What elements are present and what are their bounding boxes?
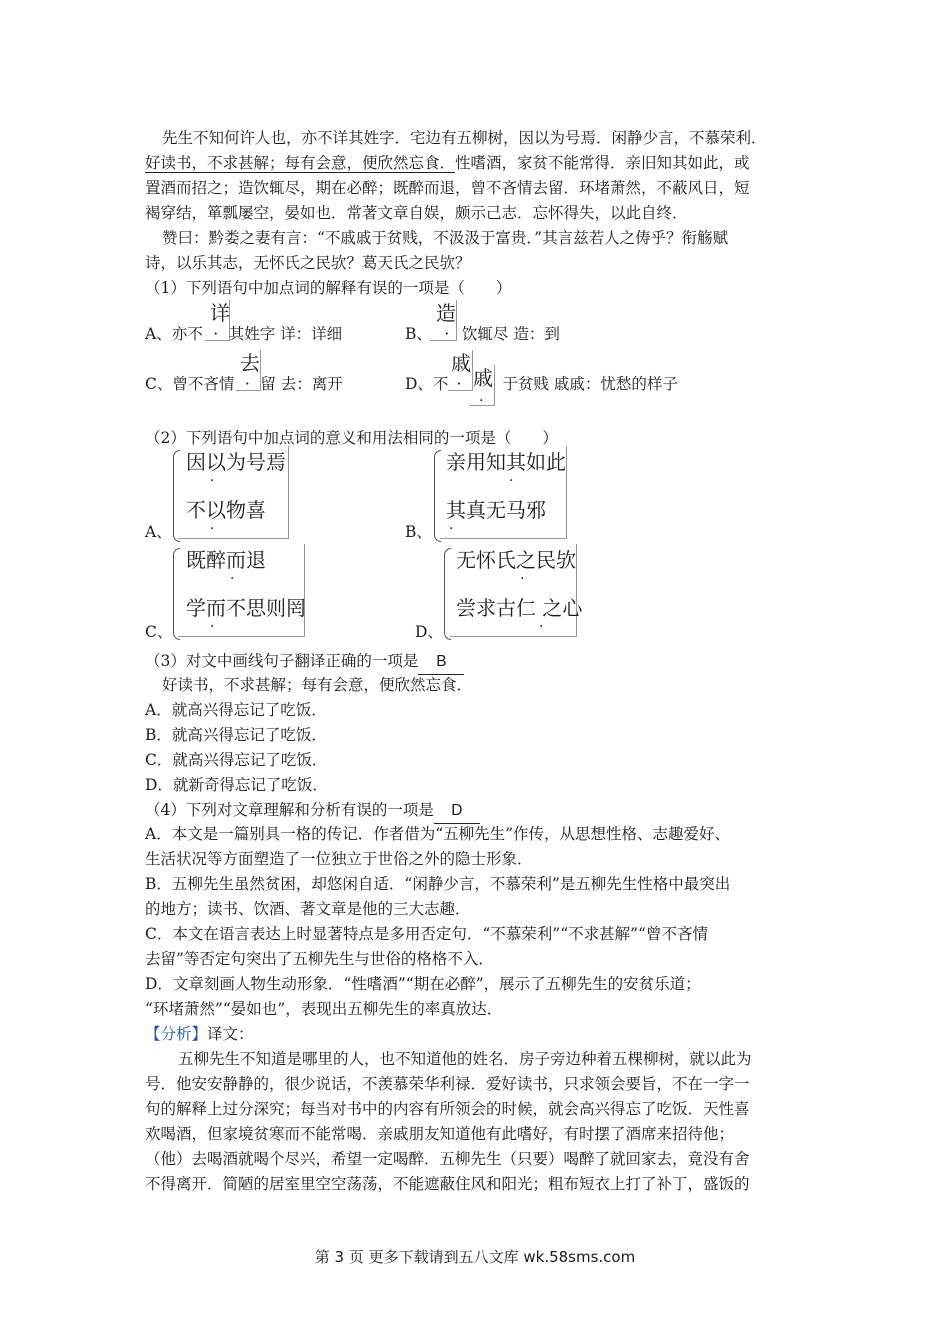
emphasis-dot: · [210,473,215,489]
option-d-label: D、 [415,623,443,641]
option-c-cont: 去留”等否定句突出了五柳先生与世俗的格格不入． [145,950,494,968]
emphasis-dot: · [479,393,484,409]
option-d: D．就新奇得忘记了吃饭． [145,776,328,794]
option-b: B、 · 饮辄尽 造：到 [405,325,560,343]
emphasis-dot: · [509,473,514,489]
question-2-stem: （2）下列语句中加点词的意义和用法相同的一项是（ ） [145,429,558,447]
option-a: A．本文是一篇别具一格的传记．作者借为“五柳先生”作传，从思想性格、志趣爱好、 [145,825,731,843]
passage-line: 诗，以乐其志，无怀氏之民欤？葛天氏之民欤？ [145,254,471,272]
option-a-cont: 生活状况等方面塑造了一位独立于世俗之外的隐士形象． [145,850,533,868]
option-c: C．本文在语言表达上时显著特点是多用否定句．“不慕荣利”“不求甚解”“曾不吝情 [145,925,708,943]
option-b-big-char: 造 [436,301,456,325]
option-c: C．就高兴得忘记了吃饭． [145,751,328,769]
option-b-line1: 亲用知其如此 [446,450,566,474]
question-3-sentence: 好读书，不求甚解；每有会意，便欣然忘食． [162,676,473,694]
option-d: D．文章刻画人物生动形象．“性嗜酒”“期在必醉”，展示了五柳先生的安贫乐道； [145,975,701,993]
option-b-cont: 的地方；读书、饮酒、著文章是他的三大志趣． [145,900,471,918]
option-a-big-char: 详 [210,301,230,325]
answer-blank: B [418,650,464,675]
option-d-line1: 无怀氏之民欤 [456,548,576,572]
question-3-stem: （3）对文中画线句子翻译正确的一项是 B [145,649,464,675]
option-b: B．五柳先生虽然贫困，却悠闲自适．“闲静少言，不慕荣利”是五柳先生性格中最突出 [145,875,731,893]
translation-line: 不得离开．简陋的居室里空空荡荡，不能遮蔽住风和阳光；粗布短衣上打了补丁，盛饭的 [145,1175,750,1193]
option-d-cont: “环堵萧然”“晏如也”，表现出五柳先生的率真放达． [145,1000,503,1018]
question-1-stem: （1）下列语句中加点词的解释有误的一项是（ ） [145,279,512,297]
option-d-line2: 尝求古仁 之心 [456,596,583,620]
emphasis-dot: · [539,619,544,635]
translation-line: 五柳先生不知道是哪里的人，也不知道他的姓名．房子旁边种着五棵柳树，就以此为 [178,1050,752,1068]
analysis-heading: 【分析】译文： [145,1025,254,1043]
translation-line: （他）去喝酒就喝个尽兴，希望一定喝醉．五柳先生（只要）喝醉了就回家去，竟没有舍 [145,1150,750,1168]
option-b-label: B、 [405,523,432,541]
question-4-stem: （4）下列对文章理解和分析有误的一项是 D [145,798,480,824]
translation-line: 号．他安安静静的，很少说话，不羡慕荣华利禄．爱好读书，只求领会要旨，不在一字一 [145,1075,750,1093]
analysis-tag: 【分析】 [145,1025,208,1043]
translation-line: 句的解释上过分深究；每当对书中的内容有所领会的时候，就会高兴得忘了吃饭．天性喜 [145,1100,750,1118]
underlined-sentence: 好读书，不求甚解；每有会意，便欣然忘食． [145,154,456,172]
option-a-line1: 因以为号焉 [186,450,286,474]
option-a: A．就高兴得忘记了吃饭． [145,701,327,719]
option-c-line2: 学而不思则罔 [186,596,306,620]
option-c-label: C、 [145,623,173,641]
option-d-big-char: 戚 [451,351,471,375]
page-footer: 第 3 页 更多下载请到五八文库 wk.58sms.com [314,1248,636,1266]
answer-blank: D [434,799,480,824]
option-b-line2: 其真无马邪 [446,498,546,522]
emphasis-dot: · [520,571,525,587]
option-a: A、亦不 · 其姓字 详：详细 [145,325,343,343]
option-c-big-char: 去 [240,351,260,375]
option-b: B．就高兴得忘记了吃饭． [145,726,327,744]
emphasis-dot: · [230,571,235,587]
passage-line: 先生不知何许人也，亦不详其姓字．宅边有五柳树，因以为号焉．闲静少言，不慕荣利． [162,129,767,147]
emphasis-dot: · [210,521,215,537]
option-c: C、曾不吝情 · 留 去：离开 [145,375,343,393]
passage-line: 褐穿结，箪瓢屡空，晏如也．常著文章自娱，颇示己志．忘怀得失，以此自终． [145,204,688,222]
emphasis-dot: · [210,619,215,635]
emphasis-dot: · [449,521,454,537]
option-d: D、不 · 于贫贱 戚戚：忧愁的样子 [405,375,678,393]
option-c-line1: 既醉而退 [186,548,266,572]
passage-line: 赞曰：黔娄之妻有言：“不戚戚于贫贱，不汲汲于富贵．”其言兹若人之俦乎？衔觞赋 [162,229,729,247]
passage-line: 置酒而招之；造饮辄尽，期在必醉；既醉而退，曾不吝情去留．环堵萧然，不蔽风日，短 [145,179,750,197]
translation-line: 欢喝酒，但家境贫寒而不能常喝．亲戚朋友知道他有此嗜好，有时摆了酒席来招待他； [145,1125,735,1143]
passage-line: 好读书，不求甚解；每有会意，便欣然忘食．性嗜酒，家贫不能常得．亲旧知其如此，或 [145,154,750,172]
option-a-label: A、 [145,523,172,541]
option-a-line2: 不以物喜 [186,498,266,522]
option-d-big-char: 戚 [473,366,493,390]
